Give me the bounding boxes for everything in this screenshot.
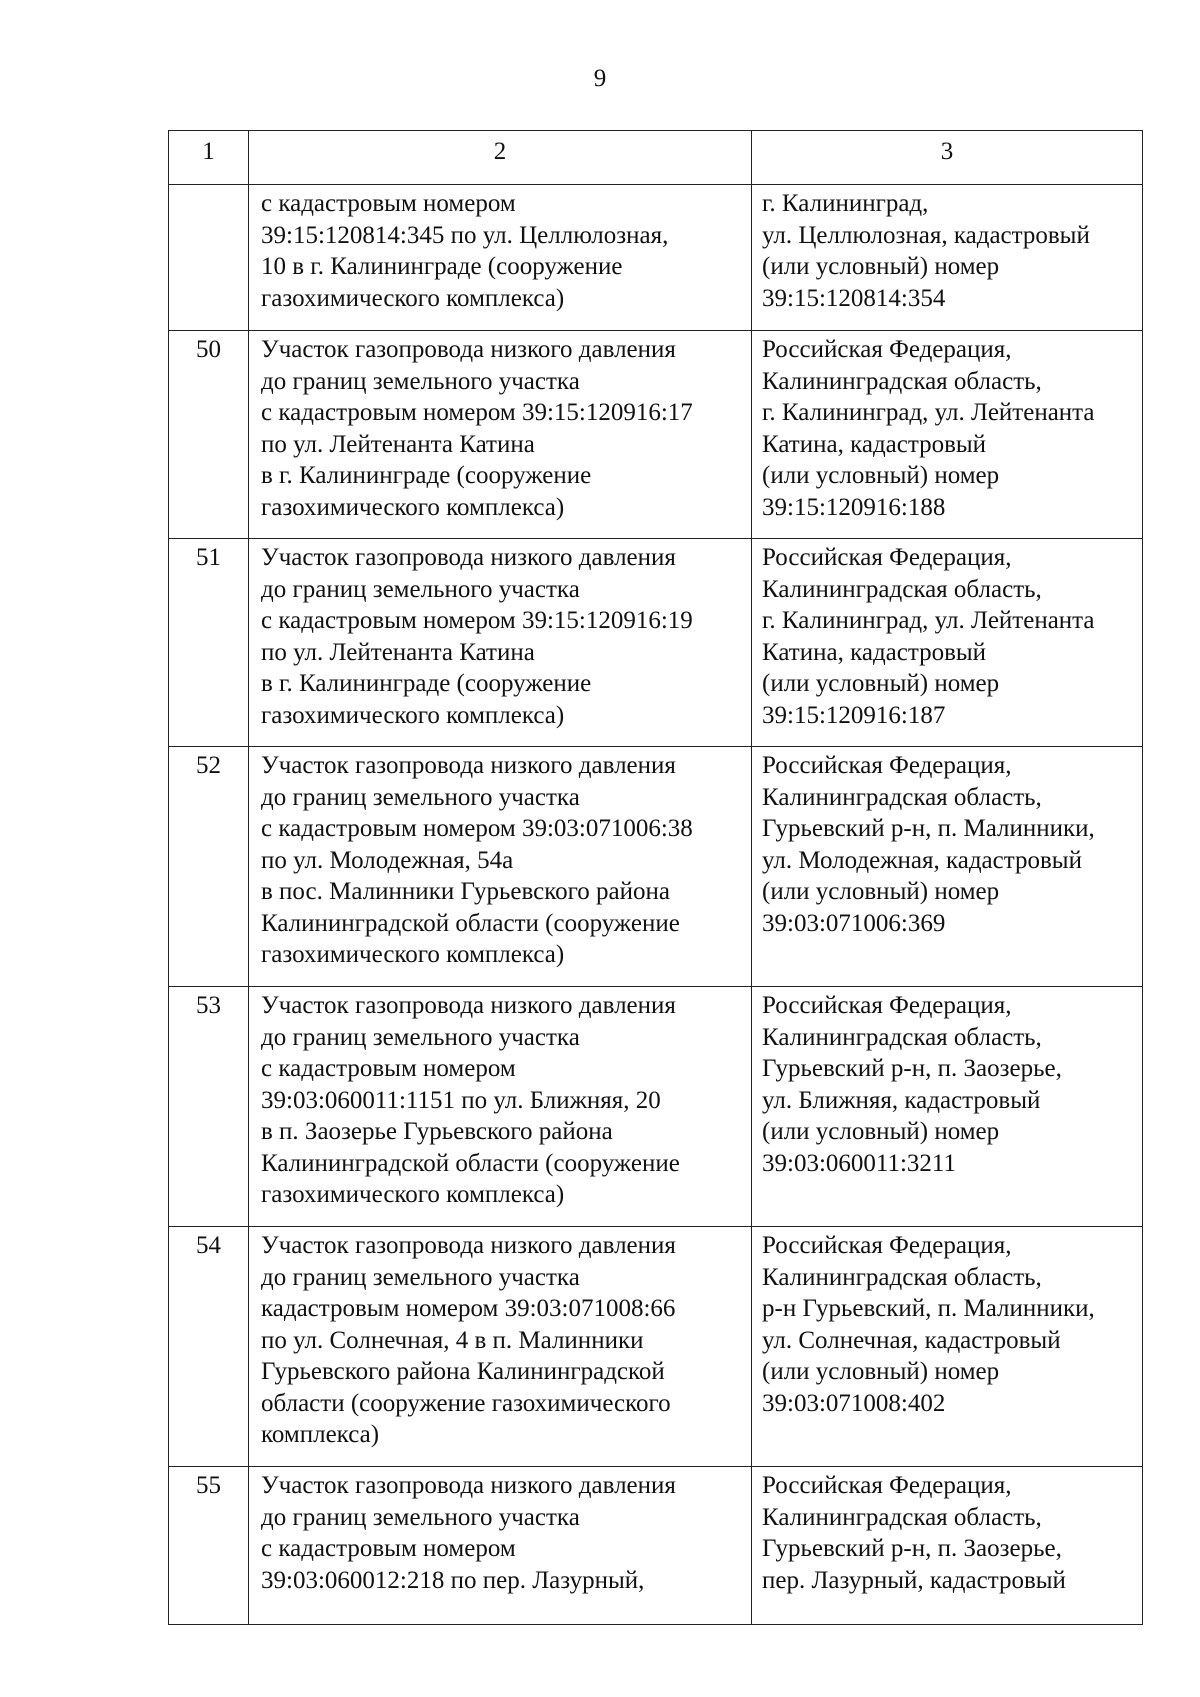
object-description [249,539,752,747]
description-line: в пос. Малинники Гурьевского района [261,878,670,905]
address-line: 39:15:120916:188 [762,493,946,521]
description-line: до границ земельного участка [261,1263,580,1291]
object-description [249,1227,752,1467]
address-line: (или условный) номер [762,253,1000,280]
description-line: по ул. Лейтенанта Катина [261,638,535,666]
description-line: до границ земельного участка [261,1503,580,1531]
address-line: Российская Федерация, [762,752,1012,779]
description-line: Участок газопровода низкого давления [261,752,676,779]
address-line: Калининградская область, [762,1503,1042,1531]
description-line: газохимического комплекса) [261,493,565,521]
address-line: 39:15:120814:354 [762,284,946,312]
description-line: в г. Калининграде (сооружение [261,462,592,489]
address-line: ул. Целлюлозная, кадастровый [762,221,1090,249]
address-line: 39:03:071006:369 [762,909,946,937]
table-row [169,185,1143,331]
description-line: до границ земельного участка [261,575,580,603]
address-line: 39:15:120916:187 [762,701,946,729]
address-line: Калининградская область, [762,1023,1042,1051]
address-line: (или условный) номер [762,670,1000,697]
row-number: 53 [169,987,249,1227]
description-line: газохимического комплекса) [261,284,565,312]
row-number [169,185,249,331]
object-description [249,987,752,1227]
address-line: (или условный) номер [762,462,1000,489]
object-address [752,185,1143,331]
description-line: до границ земельного участка [261,783,580,811]
table-row [169,747,1143,987]
address-line: Российская Федерация, [762,1232,1012,1259]
description-line: с кадастровым номером [261,1535,516,1562]
column-header-2: 2 [249,131,752,185]
object-description [249,185,752,331]
address-line: (или условный) номер [762,1118,1000,1145]
object-description [249,331,752,539]
address-line: Калининградская область, [762,783,1042,811]
address-line: Гурьевский р-н, п. Малинники, [762,815,1095,842]
description-line: с кадастровым номером [261,190,516,217]
address-line: (или условный) номер [762,1358,1000,1385]
table-row [169,1227,1143,1467]
address-line: Калининградская область, [762,367,1042,395]
object-description [249,747,752,987]
table-row [169,987,1143,1227]
address-line: Катина, кадастровый [762,638,987,666]
address-line: 39:03:071008:402 [762,1389,946,1417]
description-line: Участок газопровода низкого давления [261,336,676,363]
description-line: 39:03:060012:218 по пер. Лазурный, [261,1566,645,1594]
description-line: до границ земельного участка [261,1023,580,1051]
description-line: в п. Заозерье Гурьевского района [261,1118,613,1145]
description-line: с кадастровым номером 39:15:120916:17 [261,399,693,426]
description-line: газохимического комплекса) [261,1181,565,1208]
row-number: 54 [169,1227,249,1467]
column-header-1: 1 [169,131,249,185]
description-line: по ул. Молодежная, 54а [261,846,514,874]
description-line: Участок газопровода низкого давления [261,1232,676,1259]
address-line: р-н Гурьевский, п. Малинники, [762,1295,1095,1322]
address-line: Российская Федерация, [762,1472,1012,1499]
description-line: газохимического комплекса) [261,941,565,968]
description-line: с кадастровым номером 39:03:071006:38 [261,815,693,842]
row-number: 55 [169,1467,249,1625]
description-line: Участок газопровода низкого давления [261,992,676,1019]
description-line: области (сооружение газохимического [261,1389,671,1417]
row-number: 50 [169,331,249,539]
description-line: с кадастровым номером 39:15:120916:19 [261,607,693,634]
object-address [752,747,1143,987]
table-row [169,539,1143,747]
table-row [169,1467,1143,1625]
address-line: г. Калининград, ул. Лейтенанта [762,607,1095,634]
address-line: 39:03:060011:3211 [762,1149,956,1177]
address-line: ул. Ближняя, кадастровый [762,1086,1041,1114]
description-line: Гурьевского района Калининградской [261,1358,665,1385]
page-number: 9 [593,65,607,92]
description-line: Участок газопровода низкого давления [261,1472,676,1499]
address-line: Калининградская область, [762,1263,1042,1291]
description-line: 10 в г. Калининграде (сооружение [261,253,623,280]
object-address [752,539,1143,747]
description-line: 39:15:120814:345 по ул. Целлюлозная, [261,221,669,249]
address-line: г. Калининград, [762,190,929,217]
table-row [169,331,1143,539]
description-line: до границ земельного участка [261,367,580,395]
description-line: Калининградской области (сооружение [261,1149,680,1177]
description-line: с кадастровым номером [261,1055,516,1082]
table-header-row [169,131,1143,185]
object-address [752,1227,1143,1467]
row-number: 51 [169,539,249,747]
column-header-3: 3 [752,131,1143,185]
address-line: пер. Лазурный, кадастровый [762,1566,1066,1594]
address-line: Гурьевский р-н, п. Заозерье, [762,1535,1062,1562]
address-line: (или условный) номер [762,878,1000,905]
address-line: ул. Молодежная, кадастровый [762,846,1082,874]
description-line: 39:03:060011:1151 по ул. Ближняя, 20 [261,1086,661,1114]
address-line: Российская Федерация, [762,336,1012,363]
address-line: Калининградская область, [762,575,1042,603]
address-line: ул. Солнечная, кадастровый [762,1326,1061,1354]
description-line: Калининградской области (сооружение [261,909,680,937]
address-line: г. Калининград, ул. Лейтенанта [762,399,1095,426]
registry-table [168,130,1143,1625]
description-line: Участок газопровода низкого давления [261,544,676,571]
description-line: кадастровым номером 39:03:071008:66 [261,1295,676,1322]
address-line: Катина, кадастровый [762,430,987,458]
row-number: 52 [169,747,249,987]
object-description [249,1467,752,1625]
description-line: комплекса) [261,1421,380,1448]
description-line: по ул. Солнечная, 4 в п. Малинники [261,1326,644,1354]
description-line: по ул. Лейтенанта Катина [261,430,535,458]
description-line: газохимического комплекса) [261,701,565,729]
object-address [752,331,1143,539]
object-address [752,1467,1143,1625]
description-line: в г. Калининграде (сооружение [261,670,592,697]
object-address [752,987,1143,1227]
address-line: Гурьевский р-н, п. Заозерье, [762,1055,1062,1082]
address-line: Российская Федерация, [762,992,1012,1019]
address-line: Российская Федерация, [762,544,1012,571]
